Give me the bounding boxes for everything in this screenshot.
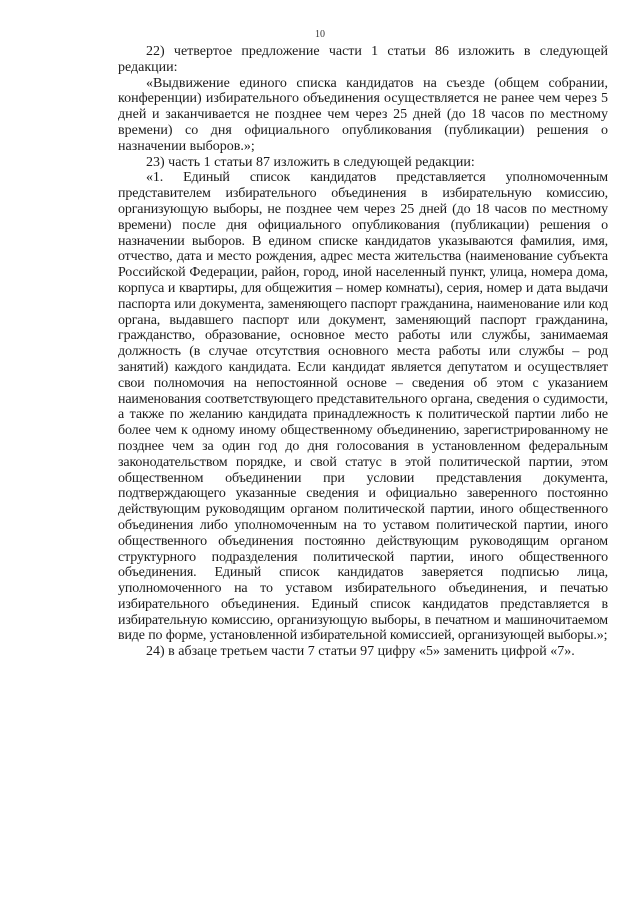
paragraph-item-24: 24) в абзаце третьем части 7 статьи 97 цифру «5» заменить цифрой «7». [146,644,575,660]
paragraph-item-22-heading: 22) четвертое предложение части 1 статьи 86 изложить в следующей редакции: [118,44,608,75]
paragraph-article-86-new-text: «Выдвижение единого списка кандидатов на съезде (общем собрании, конференции) избирательного объединения осуществляется не ранее чем через 5 дней и заканчивается не позднее чем через 25 дней (до 18 часов по местному времени) со дня официального опубликования (публикации) решения о назначении выборов.»; [118,75,608,154]
paragraph-item-23-heading: 23) часть 1 статьи 87 изложить в следующей редакции: [146,154,475,170]
paragraph-article-87-new-text: «1. Единый список кандидатов представляется уполномоченным представителем избирательного объединения в избирательную комиссию, организующую выборы, не позднее чем через 25 дней (до 18 часов по местному времени) после дня официального опубликования (публикации) решения о назначении выборов. В едином списке кандидатов указываются фамилия, имя, отчество, дата и место рождения, адрес места жительства (наименование субъекта Российской Федерации, район, город, иной населенный пункт, улица, номера дома, корпуса и квартиры, для общежития – номер комнаты), серия, номер и дата выдачи паспорта или документа, заменяющего паспорт гражданина, наименование или код органа, выдавшего паспорт или документ, заменяющий паспорт гражданина, гражданство, образование, основное место работы или службы, занимаемая должность (в случае отсутствия основного места работы или службы – род занятий) каждого кандидата. Если кандидат является депутатом и осуществляет свои полномочия на непостоянной основе – сведения об этом с указанием наименования соответствующего представительного органа, сведения о судимости, а также по желанию кандидата принадлежность к политической партии либо не более чем к одному иному общественному объединению, зарегистрированному не позднее чем за один год до дня голосования в установленном федеральным законодательством порядке, и свой статус в этой политической партии, этом общественном объединении при условии представления документа, подтверждающего указанные сведения и официально заверенного постоянно действующим руководящим органом политической партии, иного общественного объединения либо уполномоченным на то уставом политической партии, иного общественного объединения постоянно действующим руководящим органом структурного подразделения политической партии, иного общественного объединения. Единый список кандидатов заверяется подписью лица, уполномоченного на то уставом избирательного объединения, и печатью избирательного объединения. Единый список кандидатов представляется в избирательную комиссию, организующую выборы, в печатном и машиночитаемом виде по форме, установленной избирательной комиссией, организующей выборы.»; [118,170,608,644]
document-body [118,44,608,660]
page-number: 10 [315,29,325,40]
